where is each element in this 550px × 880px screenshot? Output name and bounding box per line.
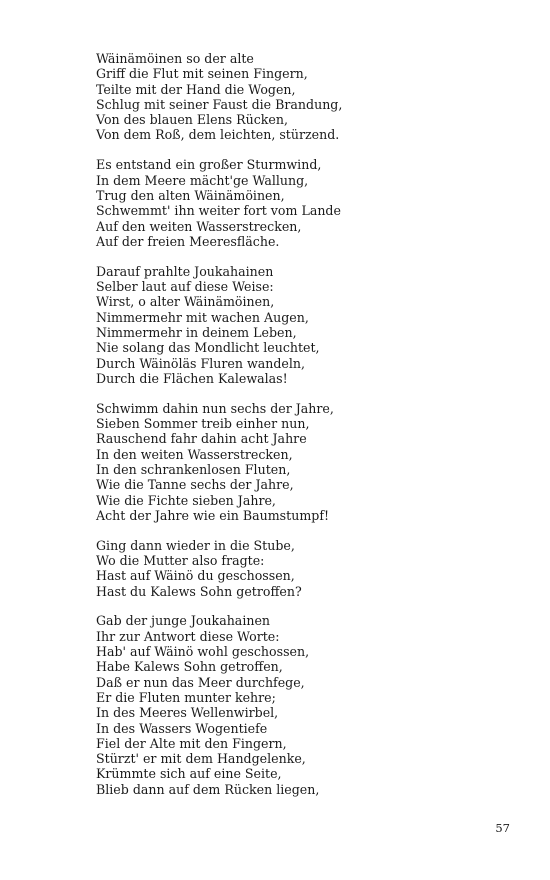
verse-line: Habe Kalews Sohn getroffen, (96, 659, 283, 675)
verse-line: Von des blauen Elens Rücken, (96, 112, 288, 128)
verse-line: Von dem Roß, dem leichten, stürzend. (96, 127, 340, 143)
verse-line: Gab der junge Joukahainen (96, 613, 271, 629)
verse-line: Er die Fluten munter kehre; (96, 689, 276, 705)
page-number: 57 (495, 821, 510, 835)
stanza-6 (96, 613, 516, 797)
poem-text (96, 51, 516, 812)
verse-line: Wie die Tanne sechs der Jahre, (96, 477, 294, 493)
verse-line: In dem Meere mächt'ge Wallung, (96, 172, 309, 188)
verse-line: Ihr zur Antwort diese Worte: (96, 628, 280, 644)
verse-line: Hast auf Wäinö du geschossen, (96, 568, 295, 584)
verse-line: Auf der freien Meeresfläche. (96, 233, 280, 249)
verse-line: Wo die Mutter also fragte: (96, 552, 265, 568)
verse-line: In des Wassers Wogentiefe (96, 720, 268, 736)
stanza-5 (96, 538, 516, 599)
verse-line: In den schrankenlosen Fluten, (96, 461, 291, 477)
verse-line: Durch die Flächen Kalewalas! (96, 370, 288, 386)
verse-line: Auf den weiten Wasserstrecken, (96, 218, 302, 234)
verse-line: Wäinämöinen so der alte (96, 51, 254, 66)
verse-line: Darauf prahlte Joukahainen (96, 263, 274, 279)
stanza-1 (96, 51, 516, 143)
verse-line: Hab' auf Wäinö wohl geschossen, (96, 644, 310, 660)
verse-line: Blieb dann auf dem Rücken liegen, (96, 781, 320, 797)
verse-line: Selber laut auf diese Weise: (96, 279, 274, 295)
verse-line: Durch Wäinöläs Fluren wandeln, (96, 355, 305, 371)
verse-line: Schwimm dahin nun sechs der Jahre, (96, 400, 334, 416)
verse-line: Acht der Jahre wie ein Baumstumpf! (96, 507, 330, 523)
verse-line: Wirst, o alter Wäinämöinen, (96, 294, 275, 310)
verse-line: Fiel der Alte mit den Fingern, (96, 735, 287, 751)
verse-line: In den weiten Wasserstrecken, (96, 446, 293, 462)
verse-line: Teilte mit der Hand die Wogen, (96, 81, 296, 97)
verse-line: Griff die Flut mit seinen Fingern, (96, 66, 308, 82)
verse-line: Schwemmt' ihn weiter fort vom Lande (96, 203, 341, 219)
verse-line: Nimmermehr in deinem Leben, (96, 324, 297, 340)
verse-line: In des Meeres Wellenwirbel, (96, 705, 279, 721)
verse-line: Nie solang das Mondlicht leuchtet, (96, 340, 320, 356)
verse-line: Stürzt' er mit dem Handgelenke, (96, 751, 306, 767)
verse-line: Es entstand ein großer Sturmwind, (96, 157, 322, 173)
stanza-2 (96, 157, 516, 249)
verse-line: Nimmermehr mit wachen Augen, (96, 309, 309, 325)
verse-line: Ging dann wieder in die Stube, (96, 537, 295, 553)
verse-line: Hast du Kalews Sohn getroffen? (96, 583, 302, 599)
stanza-3 (96, 264, 516, 386)
verse-line: Krümmte sich auf eine Seite, (96, 766, 282, 782)
verse-line: Sieben Sommer treib einher nun, (96, 416, 310, 432)
verse-line: Wie die Fichte sieben Jahre, (96, 492, 276, 508)
verse-line: Daß er nun das Meer durchfege, (96, 674, 305, 690)
stanza-4 (96, 401, 516, 523)
verse-line: Schlug mit seiner Faust die Brandung, (96, 96, 343, 112)
verse-line: Trug den alten Wäinämöinen, (96, 187, 285, 203)
verse-line: Rauschend fahr dahin acht Jahre (96, 431, 307, 447)
